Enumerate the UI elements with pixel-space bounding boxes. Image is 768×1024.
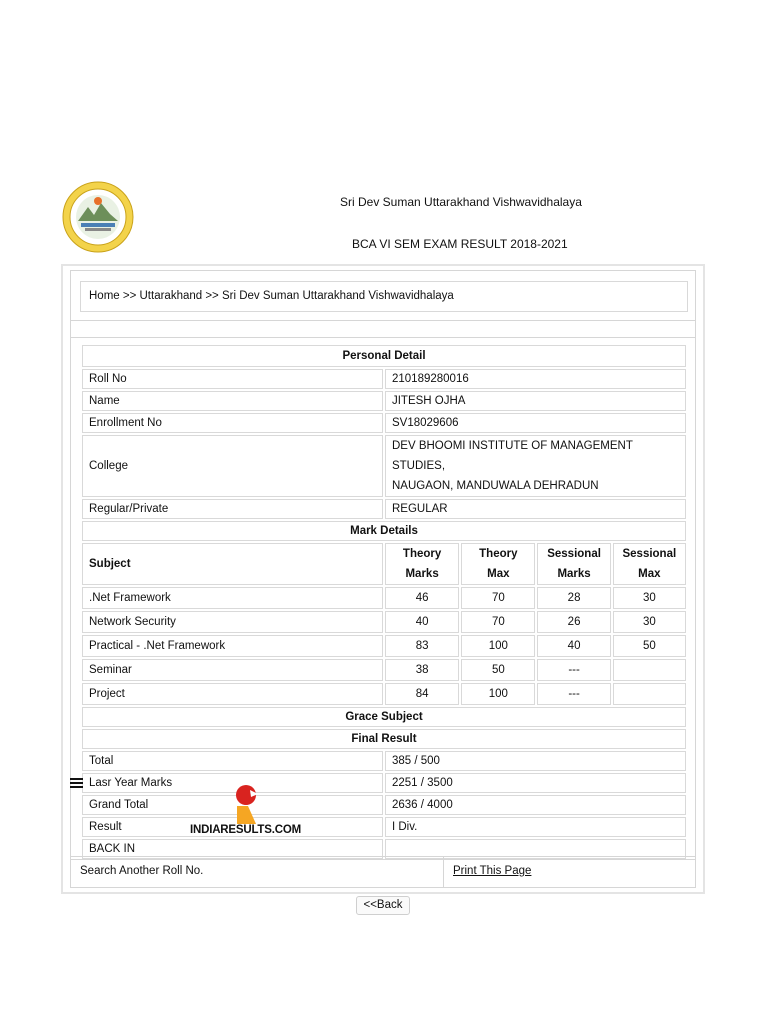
col-sessional-marks: [537, 543, 610, 585]
mark-subject: .Net Framework: [82, 587, 383, 609]
col-theory-line2: Marks: [405, 568, 439, 580]
mark-theory-max: 100: [461, 635, 535, 657]
mark-theory: 40: [385, 611, 459, 633]
exam-title: BCA VI SEM EXAM RESULT 2018-2021: [352, 237, 568, 251]
university-name: Sri Dev Suman Uttarakhand Vishwavidhalaya: [340, 195, 582, 209]
roll-value: 210189280016: [385, 369, 686, 389]
last-year-label: Lasr Year Marks: [82, 773, 383, 793]
mark-sessional-max: [613, 683, 686, 705]
enrollment-value: SV18029606: [385, 413, 686, 433]
mark-theory: 46: [385, 587, 459, 609]
col-subject: Subject: [82, 543, 383, 585]
mark-sessional-max: 30: [613, 587, 686, 609]
col-sessional-max: [613, 543, 686, 585]
mark-sessional: 26: [537, 611, 610, 633]
indiaresults-watermark: [190, 784, 310, 840]
watermark-text: INDIARESULTS.COM: [190, 824, 301, 836]
name-label: Name: [82, 391, 383, 411]
mark-sessional-max: [613, 659, 686, 681]
mark-sessional: 28: [537, 587, 610, 609]
total-label: Total: [82, 751, 383, 771]
college-value: [385, 435, 686, 497]
col-theory-max: Theory Max: [461, 543, 535, 585]
section-separator: [70, 320, 696, 338]
mark-subject: Project: [82, 683, 383, 705]
enrollment-label: Enrollment No: [82, 413, 383, 433]
mark-theory-max: 100: [461, 683, 535, 705]
total-value: 385 / 500: [385, 751, 686, 771]
mark-theory-max: 50: [461, 659, 535, 681]
grand-total-label: Grand Total: [82, 795, 383, 815]
hamburger-menu-icon[interactable]: [70, 777, 83, 789]
final-result-heading: Final Result: [82, 729, 686, 749]
print-link-cell: [445, 857, 539, 885]
grand-total-value: 2636 / 4000: [385, 795, 686, 815]
mark-subject: Network Security: [82, 611, 383, 633]
back-button[interactable]: <<Back: [356, 896, 410, 915]
search-another-roll-link[interactable]: Search Another Roll No.: [71, 857, 444, 887]
university-logo: [61, 181, 135, 253]
mark-theory-max: 70: [461, 611, 535, 633]
print-page-link[interactable]: Print This Page: [453, 865, 532, 877]
college-label: College: [82, 435, 383, 497]
col-theory-marks: [385, 543, 459, 585]
mark-sessional-max: 50: [613, 635, 686, 657]
mark-details-heading: Mark Details: [82, 521, 686, 541]
type-label: Regular/Private: [82, 499, 383, 519]
footer-row: [70, 856, 696, 888]
result-value: I Div.: [385, 817, 686, 837]
mark-theory-max: 70: [461, 587, 535, 609]
mark-sessional: ---: [537, 659, 610, 681]
last-year-value: 2251 / 3500: [385, 773, 686, 793]
breadcrumb[interactable]: Home >> Uttarakhand >> Sri Dev Suman Uttarakhand Vishwavidhalaya: [80, 281, 688, 312]
name-value: JITESH OJHA: [385, 391, 686, 411]
mark-subject: Practical - .Net Framework: [82, 635, 383, 657]
result-table: [80, 343, 688, 861]
result-label: Result: [82, 817, 383, 837]
mark-sessional: ---: [537, 683, 610, 705]
mark-theory: 84: [385, 683, 459, 705]
personal-detail-heading: Personal Detail: [82, 345, 686, 367]
back-in-label: BACK IN: [82, 839, 383, 859]
type-value: REGULAR: [385, 499, 686, 519]
mark-subject: Seminar: [82, 659, 383, 681]
col-sess-max-line2: Max: [638, 568, 661, 580]
mark-sessional: 40: [537, 635, 610, 657]
faded-header-banner: [215, 128, 490, 168]
roll-label: Roll No: [82, 369, 383, 389]
mark-sessional-max: 30: [613, 611, 686, 633]
col-theory-line1: Theory: [402, 548, 442, 560]
mark-theory: 38: [385, 659, 459, 681]
col-sess-line1: Sessional: [547, 548, 601, 560]
college-line-2: NAUGAON, MANDUWALA DEHRADUN: [391, 480, 599, 492]
college-line-1: DEV BHOOMI INSTITUTE OF MANAGEMENT STUDIES,: [391, 440, 633, 472]
col-sess-line2: Marks: [557, 568, 591, 580]
indiaresults-logo-icon: [190, 784, 310, 826]
grace-subject-heading: Grace Subject: [82, 707, 686, 727]
mark-theory: 83: [385, 635, 459, 657]
col-sess-max-line1: Sessional: [622, 548, 677, 560]
